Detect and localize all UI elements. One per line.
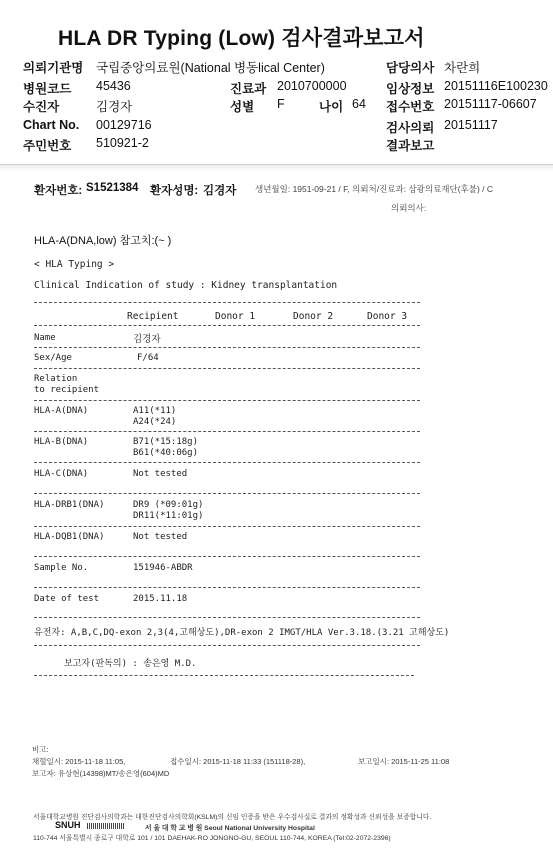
divider — [34, 325, 420, 326]
row-label-sample-no: Sample No. — [34, 563, 89, 573]
value-hla-b-1: B71(*15:18g) — [133, 437, 199, 447]
value-date: 2015.11.18 — [133, 594, 188, 604]
label-chart-no: Chart No. — [23, 118, 80, 132]
divider — [34, 368, 420, 369]
value-sample-no: 151946-ABDR — [133, 563, 193, 573]
value-chart-no: 00129716 — [96, 118, 152, 132]
label-age: 나이 — [319, 100, 344, 114]
logo-mark — [87, 823, 125, 829]
clinical-indication: Clinical Indication of study : Kidney transplantation — [34, 280, 338, 291]
patient-name-label: 환자성명: — [150, 185, 199, 197]
row-label-hla-c: HLA-C(DNA) — [34, 469, 89, 479]
value-sex: F — [277, 97, 285, 111]
value-name: 김경자 — [133, 334, 161, 345]
hospital-address: 110-744 서울특별시 종로구 대학로 101 / 101 DAEHAK-RO JONGNO-GU, SEOUL 110-744, KOREA (Tel:02-2072-2396) — [33, 835, 391, 842]
row-label-name: Name — [34, 333, 56, 343]
requesting-doctor-label: 의뢰의사: — [391, 203, 427, 213]
reporter: 보고자(판독의) : 송은영 M.D. — [64, 659, 197, 669]
value-resident-no: 510921-2 — [96, 136, 149, 150]
sheet-shadow — [0, 165, 553, 171]
remark-label: 비고: — [32, 745, 49, 754]
divider — [34, 400, 420, 401]
divider — [34, 302, 420, 303]
patient-name-value: 김경자 — [203, 185, 237, 197]
divider — [34, 526, 420, 527]
label-institution: 의뢰기관명 — [23, 61, 84, 75]
divider — [34, 587, 420, 588]
value-hla-dqb1: Not tested — [133, 532, 188, 542]
value-hla-drb1-1: DR9 (*09:01g) — [133, 500, 204, 510]
label-sex: 성별 — [230, 100, 255, 114]
report-time: 보고일시: 2015-11-25 11:08 — [358, 757, 450, 766]
label-patient: 수진자 — [23, 100, 60, 114]
value-receipt-no: 20151117-06607 — [444, 97, 537, 111]
col-donor-3: Donor 3 — [367, 311, 408, 322]
value-clinical-info: 20151116E100230 — [444, 79, 548, 93]
hospital-name: 서 울 대 학 교 병 원 Seoul National University Hospital — [145, 825, 315, 832]
divider — [34, 617, 420, 618]
value-department: 2010700000 — [277, 79, 347, 93]
value-sex-age: F/64 — [137, 353, 159, 363]
label-receipt-no: 접수번호 — [386, 100, 435, 114]
row-label-hla-dqb1: HLA-DQB1(DNA) — [34, 532, 105, 542]
certification-text: 서울대학교병원 진단검사의학과는 대한진단검사의학회(KSLM)의 신임 인증을 받은 우수검사실로 결과의 정확성과 신뢰성을 보증합니다. — [33, 814, 432, 821]
label-result-report: 결과보고 — [386, 139, 435, 153]
row-label-hla-b: HLA-B(DNA) — [34, 437, 89, 447]
label-clinical-info: 임상정보 — [386, 82, 435, 96]
value-hla-b-2: B61(*40:06g) — [133, 448, 199, 458]
reporters-line: 보고자: 유상현(14398)MT/송은영(604)MD — [32, 769, 170, 778]
value-hospital-code: 45436 — [96, 79, 131, 93]
reference-range: HLA-A(DNA,low) 참고치:(~ ) — [34, 235, 172, 247]
value-request-date: 20151117 — [444, 118, 498, 132]
value-hla-a-2: A24(*24) — [133, 417, 177, 427]
value-patient: 김경자 — [96, 100, 133, 114]
row-label-hla-drb1: HLA-DRB1(DNA) — [34, 500, 105, 510]
label-hospital-code: 병원코드 — [23, 82, 72, 96]
value-institution: 국립중앙의료원(National 병동lical Center) — [96, 61, 325, 75]
divider — [34, 347, 420, 348]
snuh-logo: SNUH — [55, 820, 81, 830]
divider — [34, 462, 420, 463]
patient-no-label: 환자번호: — [34, 185, 83, 197]
divider — [34, 431, 420, 432]
receipt-time: 접수일시: 2015-11-18 11:33 (151118-28), — [170, 757, 306, 766]
row-label-sex-age: Sex/Age — [34, 353, 72, 363]
collect-time: 채혈일시: 2015-11-18 11:05, — [32, 757, 126, 766]
row-label-hla-a: HLA-A(DNA) — [34, 406, 89, 416]
row-label-date: Date of test — [34, 594, 100, 604]
label-request-date: 검사의뢰 — [386, 121, 435, 135]
row-label-relation: Relation to recipient — [34, 374, 100, 395]
label-department: 진료과 — [230, 82, 267, 96]
reagent-info: 유전자: A,B,C,DQ-exon 2,3(4,고해상도),DR-exon 2 IMGT/HLA Ver.3.18.(3.21 고해상도) — [34, 628, 450, 638]
col-donor-2: Donor 2 — [293, 311, 334, 322]
value-hla-c: Not tested — [133, 469, 188, 479]
divider — [34, 493, 420, 494]
divider — [34, 645, 420, 646]
value-age: 64 — [352, 97, 366, 111]
col-recipient: Recipient — [127, 311, 179, 322]
value-hla-drb1-2: DR11(*11:01g) — [133, 511, 204, 521]
divider — [34, 556, 420, 557]
section-title: < HLA Typing > — [34, 259, 115, 270]
value-hla-a-1: A11(*11) — [133, 406, 177, 416]
patient-no-value: S1521384 — [86, 182, 139, 194]
col-donor-1: Donor 1 — [215, 311, 256, 322]
value-doctor: 차란희 — [444, 61, 481, 75]
patient-info: 생년월일: 1951-09-21 / F, 의뢰처/진료과: 삼광의료재단(후불) / C — [255, 184, 494, 194]
label-doctor: 담당의사 — [386, 61, 435, 75]
report-title: HLA DR Typing (Low) 검사결과보고서 — [58, 27, 425, 50]
divider — [34, 675, 414, 676]
label-resident-no: 주민번호 — [23, 139, 72, 153]
